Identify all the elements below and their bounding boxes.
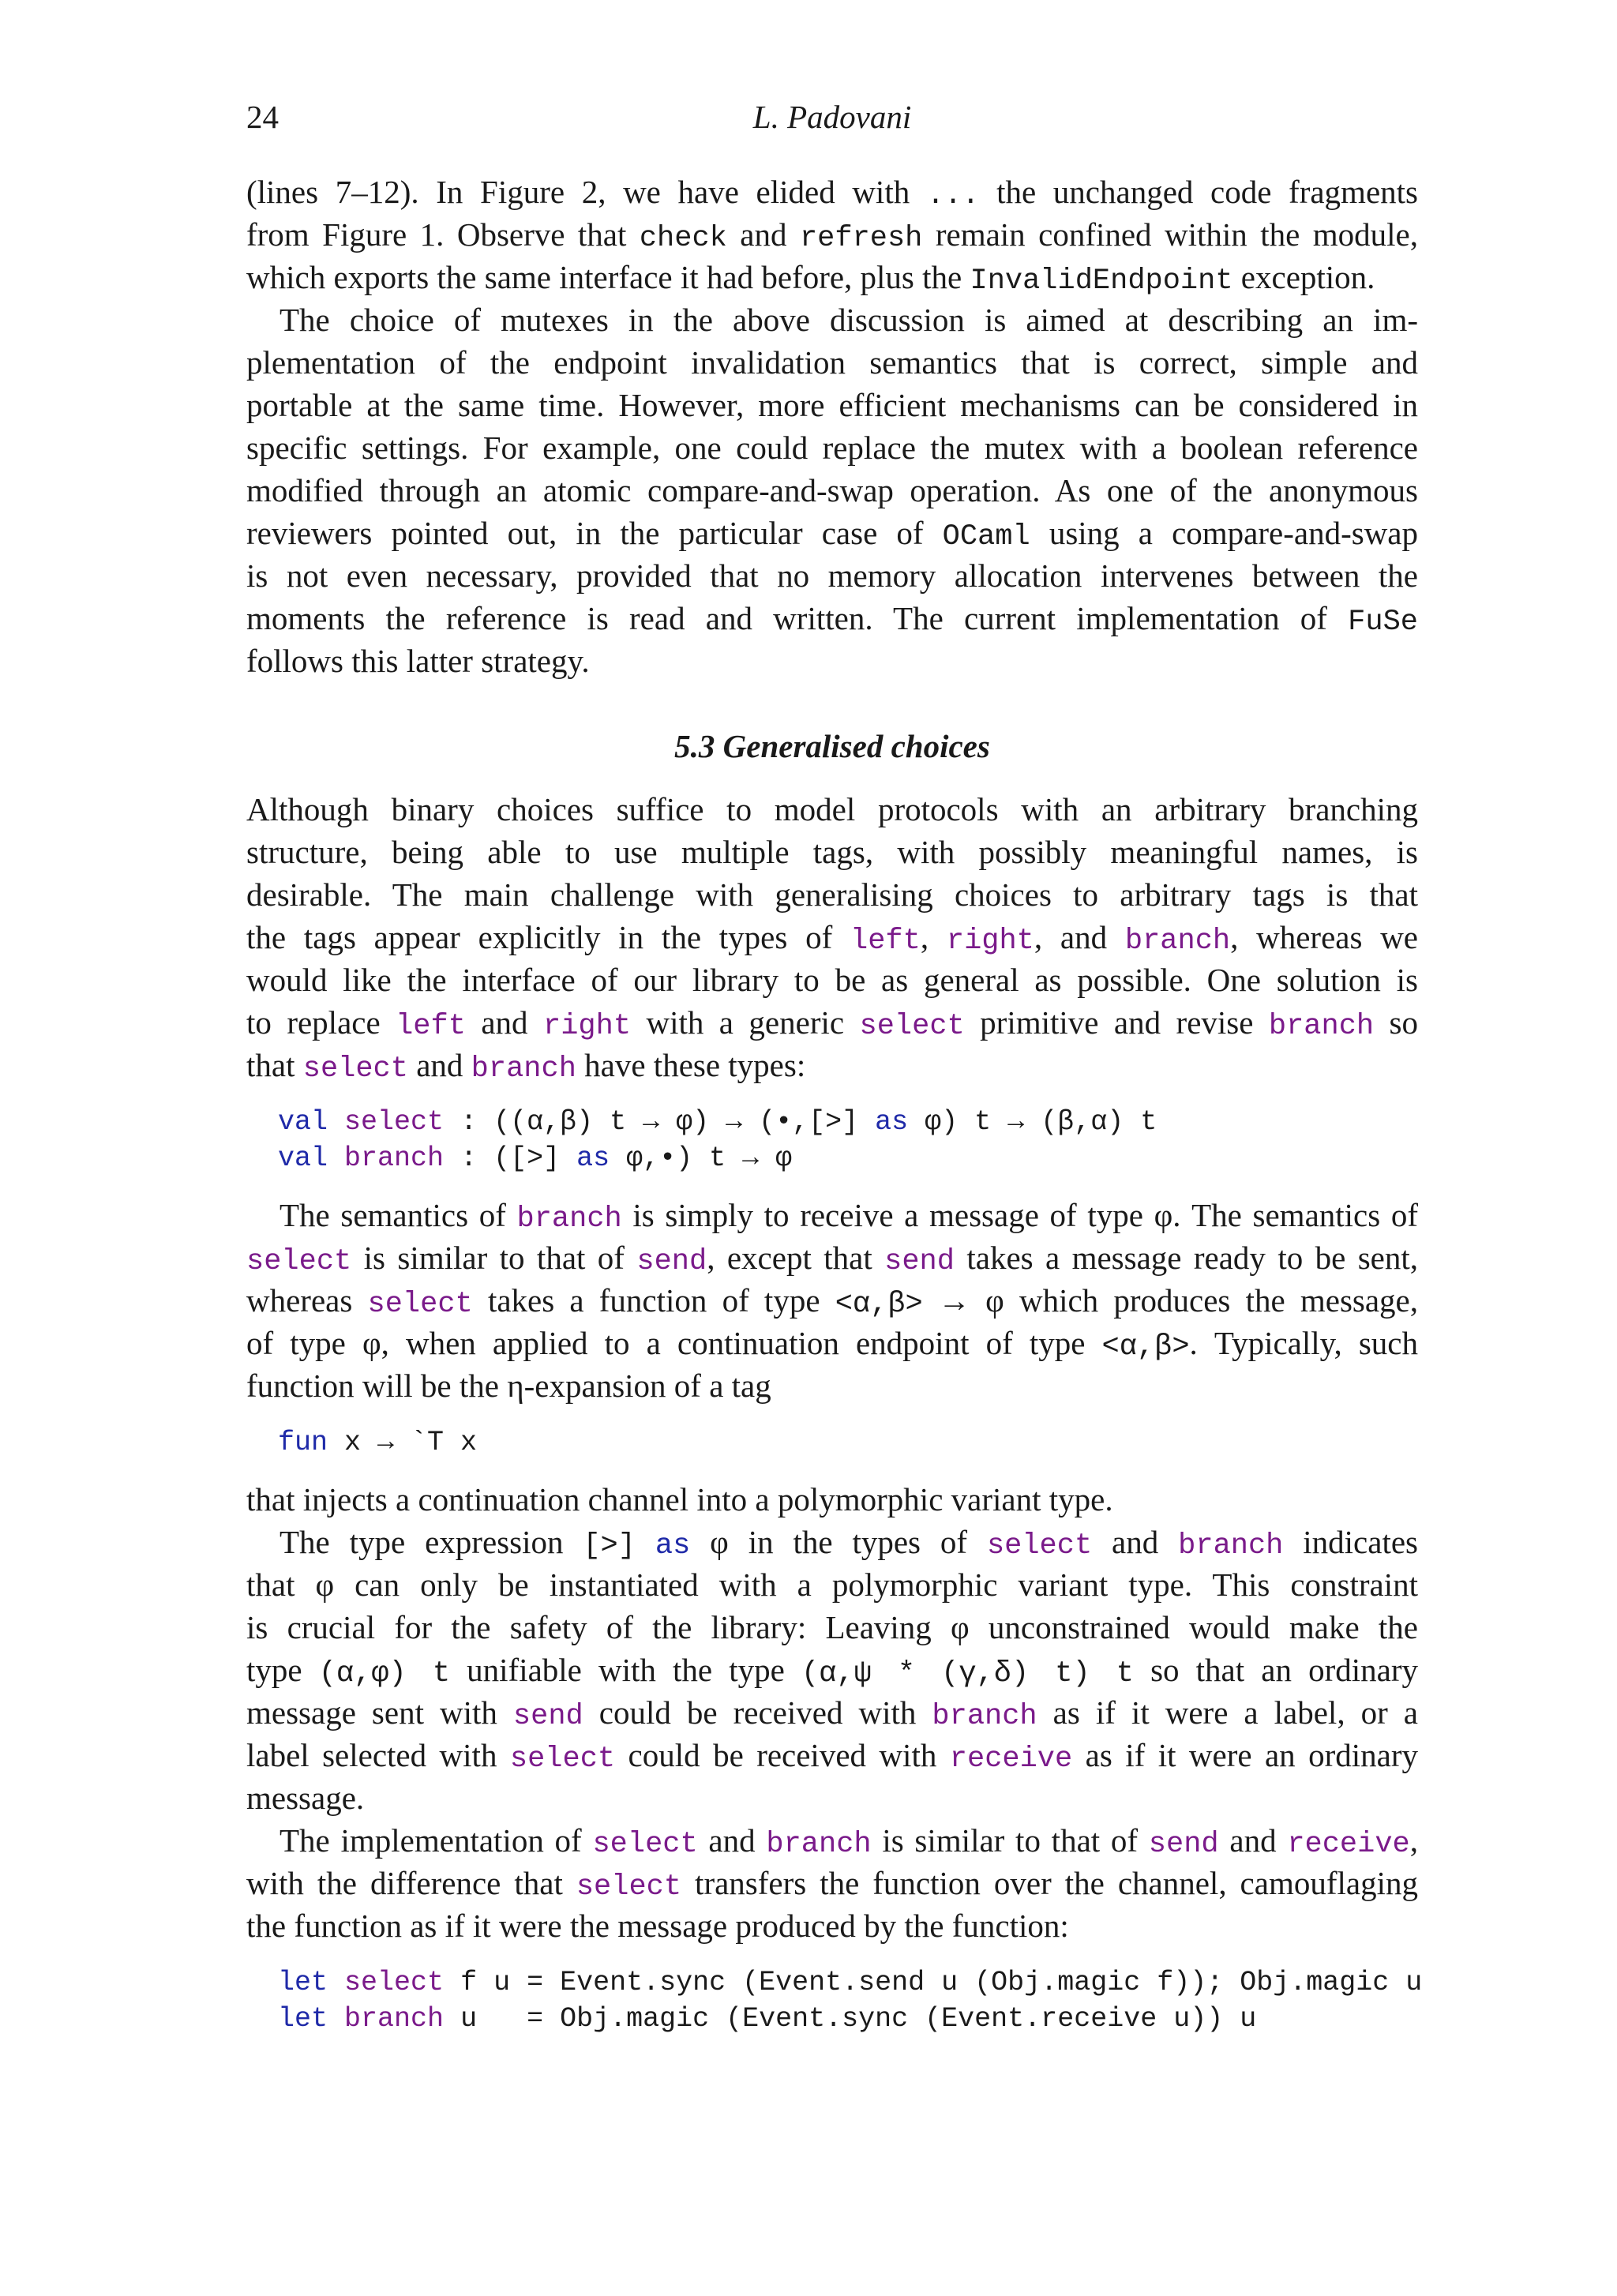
paragraph-4-line-2: select is similar to that of send, except that send takes a message ready to be sent, — [246, 1240, 1419, 1278]
code-block-3-line-1: let select f u = Event.sync (Event.send u (Obj.magic f)); Obj.magic u — [278, 1967, 1423, 1998]
page-header — [246, 93, 1418, 141]
paragraph-6-line-6: label selected with select could be received with receive as if it were an ordinary — [246, 1737, 1419, 1776]
page-number: 24 — [246, 99, 279, 135]
code-block-1-line-2: val branch : ([>] as φ,•) t → φ — [278, 1142, 793, 1174]
paragraph-3-line-2: structure, being able to use multiple tags, with possibly meaningful names, is — [246, 834, 1418, 870]
paragraph-2-line-8: moments the reference is read and written. The current implementation of FuSe — [246, 600, 1418, 639]
paragraph-2-line-1: The choice of mutexes in the above discussion is aimed at describing an im- — [280, 302, 1418, 338]
paragraph-6-line-3: is crucial for the safety of the library: Leaving φ unconstrained would make the — [246, 1609, 1418, 1645]
paragraph-6-line-2: that φ can only be instantiated with a polymorphic variant type. This constraint — [246, 1566, 1418, 1603]
paragraph-3-line-7: that select and branch have these types: — [246, 1047, 806, 1086]
code-block-3-line-2: let branch u = Obj.magic (Event.sync (Event.receive u)) u — [278, 2003, 1257, 2035]
paragraph-3-line-3: desirable. The main challenge with generalising choices to arbitrary tags is that — [246, 876, 1418, 913]
running-author: L. Padovani — [752, 99, 912, 135]
body-text — [246, 171, 1423, 2037]
paragraph-7-line-2: with the difference that select transfers the function over the channel, camouflaging — [246, 1865, 1418, 1904]
paragraph-3-line-6: to replace left and right with a generic select primitive and revise branch so — [246, 1004, 1418, 1043]
paragraph-3-line-4: the tags appear explicitly in the types of left, right, and branch, whereas we — [246, 919, 1419, 958]
paragraph-2-line-2: plementation of the endpoint invalidation semantics that is correct, simple and — [246, 344, 1418, 381]
paragraph-6-line-5: message sent with send could be received with branch as if it were a label, or a — [246, 1694, 1418, 1733]
paragraph-7-line-3: the function as if it were the message produced by the function: — [246, 1908, 1069, 1944]
section-heading: 5.3 Generalised choices — [674, 728, 990, 764]
paragraph-6-line-7: message. — [246, 1780, 365, 1816]
paragraph-2-line-9: follows this latter strategy. — [246, 643, 590, 679]
paragraph-5-line-1: that injects a continuation channel into a polymorphic variant type. — [246, 1481, 1113, 1518]
section-gap — [246, 682, 1418, 725]
paragraph-6-line-1: The type expression [>] as φ in the types of select and branch indicates — [280, 1524, 1418, 1563]
paragraph-2-line-5: modified through an atomic compare-and-swap operation. As one of the anonymous — [246, 472, 1418, 508]
paragraph-3-line-1: Although binary choices suffice to model protocols with an arbitrary branching — [246, 791, 1418, 827]
paragraph-2-line-6: reviewers pointed out, in the particular case of OCaml using a compare-and-swap — [246, 515, 1419, 553]
paragraph-7-line-1: The implementation of select and branch is similar to that of send and receive, — [280, 1822, 1418, 1861]
code-block-2-line-1: fun x → `T x — [278, 1427, 478, 1458]
paragraph-4-line-1: The semantics of branch is simply to receive a message of type φ. The semantics of — [280, 1197, 1418, 1236]
paragraph-1-line-3: which exports the same interface it had before, plus the InvalidEndpoint exception. — [246, 259, 1375, 298]
paragraph-4-line-3: whereas select takes a function of type <α,β> → φ which produces the message, — [246, 1282, 1418, 1321]
paragraph-6-line-4: type (α,φ) t unifiable with the type (α,ψ * (γ,δ) t) t so that an ordinary — [246, 1652, 1418, 1690]
paragraph-2-line-3: portable at the same time. However, more efficient mechanisms can be considered in — [246, 387, 1418, 423]
code-block-1-line-1: val select : ((α,β) t → φ) → (•,[>] as φ) t → (β,α) t — [278, 1106, 1157, 1138]
paragraph-3-line-5: would like the interface of our library to be as general as possible. One solution is — [246, 962, 1418, 998]
paragraph-1-line-2: from Figure 1. Observe that check and refresh remain confined within the module, — [246, 216, 1418, 255]
paragraph-2-line-7: is not even necessary, provided that no memory allocation intervenes between the — [246, 557, 1418, 594]
paragraph-2-line-4: specific settings. For example, one could replace the mutex with a boolean reference — [246, 430, 1418, 466]
paragraph-1-line-1: (lines 7–12). In Figure 2, we have elided with ... the unchanged code fragments — [246, 174, 1418, 212]
paragraph-4-line-5: function will be the η-expansion of a tag — [246, 1367, 771, 1404]
paragraph-4-line-4: of type φ, when applied to a continuation endpoint of type <α,β>. Typically, such — [246, 1325, 1418, 1364]
